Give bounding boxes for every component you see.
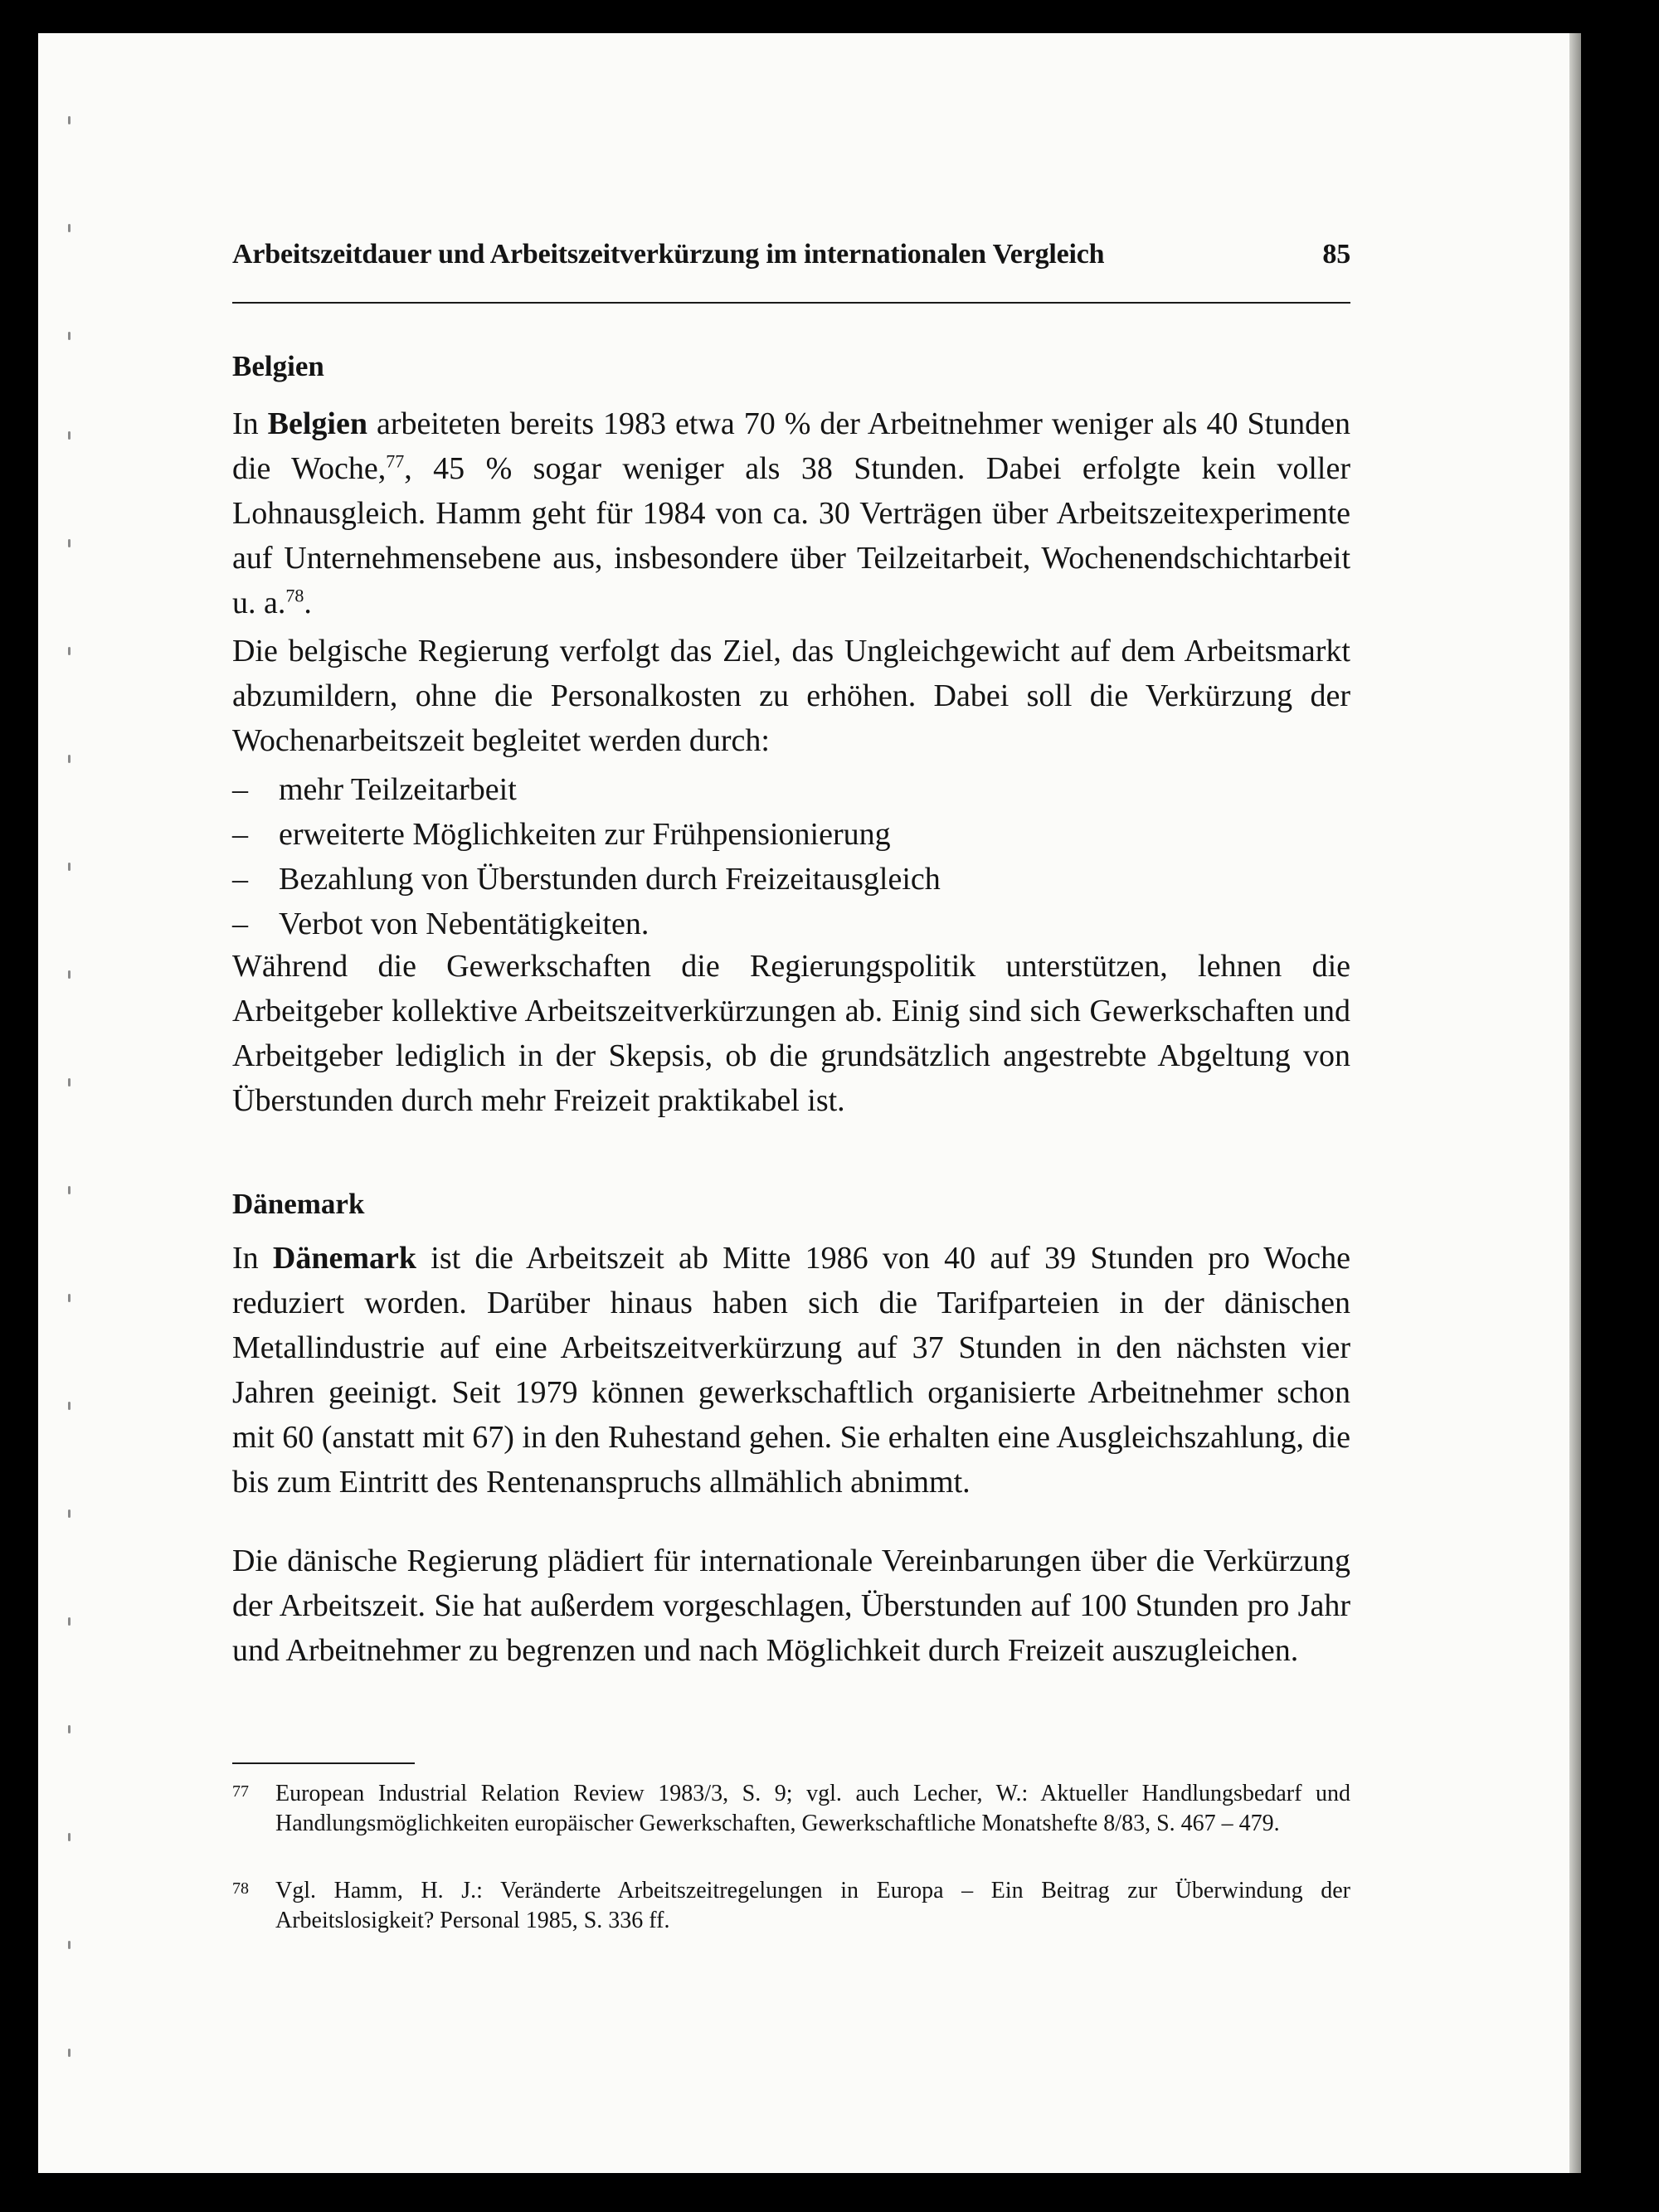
margin-marks	[38, 33, 105, 2173]
header-rule	[232, 302, 1350, 304]
keyword-belgien: Belgien	[267, 406, 367, 441]
para-text: , 45 % sogar weniger als 38 Stunden. Dabei erfolgte kein voller Lohnausgleich. Hamm geht für 1984 von ca. 30 Verträgen über Arbeitszeitexperimente auf Unternehmensebene aus, insbesondere über Teilzeitarbeit, Wochenendschichtarbeit u. a.	[232, 451, 1350, 620]
list-dash: –	[232, 817, 248, 852]
paragraph-daenemark-2: Die dänische Regierung plädiert für internationale Vereinbarungen über die Verkürzung der Arbeitszeit. Sie hat außerdem vorgeschlagen, Überstunden auf 100 Stunden pro Jahr und Arbeitnehmer zu begrenzen und nach Möglichkeit durch Freizeit auszugleichen.	[232, 1544, 1350, 1668]
footnote-number: 78	[232, 1879, 249, 1898]
list-item	[232, 812, 1350, 857]
footnote-ref-78: 78	[285, 585, 304, 606]
para-lead: In	[232, 406, 259, 441]
footnote-number: 77	[232, 1782, 249, 1801]
para-text: ist die Arbeitszeit ab Mitte 1986 von 40 auf 39 Stunden pro Woche reduziert worden. Darüber hinaus haben sich die Tarifparteien in der dänischen Metallindustrie auf eine Arbeitszeitverkürzung auf 37 Stunden in den nächsten vier Jahren geeinigt. Seit 1979 können gewerkschaftlich organisierte Arbeitnehmer schon mit 60 (anstatt mit 67) in den Ruhestand gehen. Sie erhalten eine Ausgleichszahlung, die bis zum Eintritt des Rentenanspruchs allmählich abnimmt.	[232, 1241, 1350, 1500]
para-text: .	[304, 586, 312, 620]
section-heading-daenemark: Dänemark	[232, 1188, 365, 1220]
section-heading-belgien: Belgien	[232, 350, 324, 382]
list-item-text: mehr Teilzeitarbeit	[279, 772, 517, 807]
list-item	[232, 902, 1350, 946]
footnote-text: Vgl. Hamm, H. J.: Veränderte Arbeitszeitregelungen in Europa – Ein Beitrag zur Überwindung der Arbeitslosigkeit? Personal 1985, S. 336 ff.	[275, 1878, 1350, 1933]
paragraph-daenemark-1	[232, 1236, 1350, 1505]
list-dash: –	[232, 862, 248, 897]
list-item-text: erweiterte Möglichkeiten zur Frühpensionierung	[279, 817, 891, 852]
running-header	[232, 239, 1350, 270]
paragraph-belgien-1	[232, 401, 1350, 625]
list-dash: –	[232, 907, 248, 941]
keyword-daenemark: Dänemark	[272, 1241, 417, 1276]
footnote-77	[232, 1779, 1350, 1839]
footnote-78	[232, 1876, 1350, 1936]
footnote-ref-77: 77	[386, 450, 405, 472]
footnote-text: European Industrial Relation Review 1983/3, S. 9; vgl. auch Lecher, W.: Aktueller Handlungsbedarf und Handlungsmöglichkeiten europäischer Gewerkschaften, Gewerkschaftliche Monatshefte 8/83, S. 467 – 479.	[275, 1781, 1350, 1836]
list-item-text: Bezahlung von Überstunden durch Freizeitausgleich	[279, 862, 941, 897]
page-number: 85	[1322, 239, 1350, 270]
para-lead: In	[232, 1241, 259, 1276]
running-header-title: Arbeitszeitdauer und Arbeitszeitverkürzung im internationalen Vergleich	[232, 239, 1105, 270]
list-dash: –	[232, 772, 248, 807]
book-page	[38, 33, 1581, 2173]
page-edge	[1569, 33, 1581, 2173]
list-item-text: Verbot von Nebentätigkeiten.	[279, 907, 649, 941]
para-text: arbeiteten bereits 1983 etwa 70 % der Arbeitnehmer weniger als 40 Stunden die Woche,	[232, 406, 1351, 486]
measures-list	[232, 767, 1350, 946]
list-item	[232, 767, 1350, 812]
paragraph-belgien-3: Während die Gewerkschaften die Regierungspolitik unterstützen, lehnen die Arbeitgeber kollektive Arbeitszeitverkürzungen ab. Einig sind sich Gewerkschaften und Arbeitgeber lediglich in der Skepsis, ob die grundsätzlich angestrebte Abgeltung von Überstunden durch mehr Freizeit praktikabel ist.	[232, 949, 1350, 1118]
list-item	[232, 857, 1350, 902]
footnote-rule	[232, 1762, 415, 1764]
paragraph-belgien-2: Die belgische Regierung verfolgt das Ziel, das Ungleichgewicht auf dem Arbeitsmarkt abzumildern, ohne die Personalkosten zu erhöhen. Dabei soll die Verkürzung der Wochenarbeitszeit begleitet werden durch:	[232, 634, 1350, 758]
